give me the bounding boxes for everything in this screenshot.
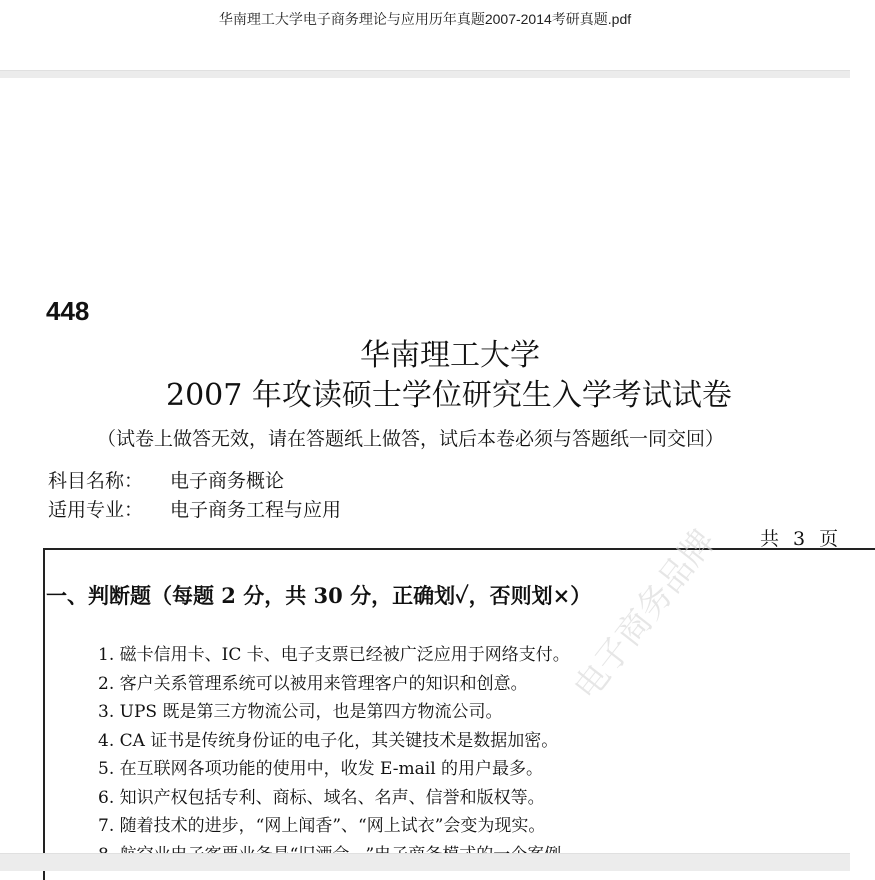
viewer-header [0,0,850,70]
pdf-page [0,78,850,853]
section-heading: 一、判断题（每题 2 分，共 30 分，正确划✓，否则划×） [46,583,592,608]
document-title: 华南理工大学电子商务理论与应用历年真题2007-2014考研真题.pdf [218,11,632,27]
subject-label: 科目名称： [48,470,144,492]
subject-value: 电子商务概论 [170,470,285,492]
subject-row [48,466,284,493]
question-item: 6. 知识产权包括专利、商标、域名、名声、信誉和版权等。 [98,787,545,808]
major-value: 电子商务工程与应用 [170,499,342,521]
question-item: 2. 客户关系管理系统可以被用来管理客户的知识和创意。 [98,673,528,694]
exam-code: 448 [46,296,90,326]
exam-instructions: （试卷上做答无效，请在答题纸上做答，试后本卷必须与答题纸一同交回） [97,428,725,450]
pages-total: 共 3 页 [760,528,843,550]
question-item: 7. 随着技术的进步，“网上闻香”、“网上试衣”会变为现实。 [98,816,546,836]
major-row [48,495,341,522]
question-item: 5. 在互联网各项功能的使用中，收发 E-mail 的用户最多。 [98,759,544,779]
question-item: 4. CA 证书是传统身份证的电子化，其关键技术是数据加密。 [98,730,559,751]
exam-title: 2007 年攻读硕士学位研究生入学考试试卷 [166,378,732,413]
watermark: 电子商务品牌 [566,522,724,708]
header-divider [0,70,850,78]
question-item: 1. 磁卡信用卡、IC 卡、电子支票已经被广泛应用于网络支付。 [98,645,570,665]
viewer-bottom-bar [0,853,850,871]
major-label: 适用专业： [48,499,144,521]
university-name: 华南理工大学 [360,338,540,373]
question-item: 3. UPS 既是第三方物流公司，也是第四方物流公司。 [98,702,503,722]
question-list [98,641,570,869]
